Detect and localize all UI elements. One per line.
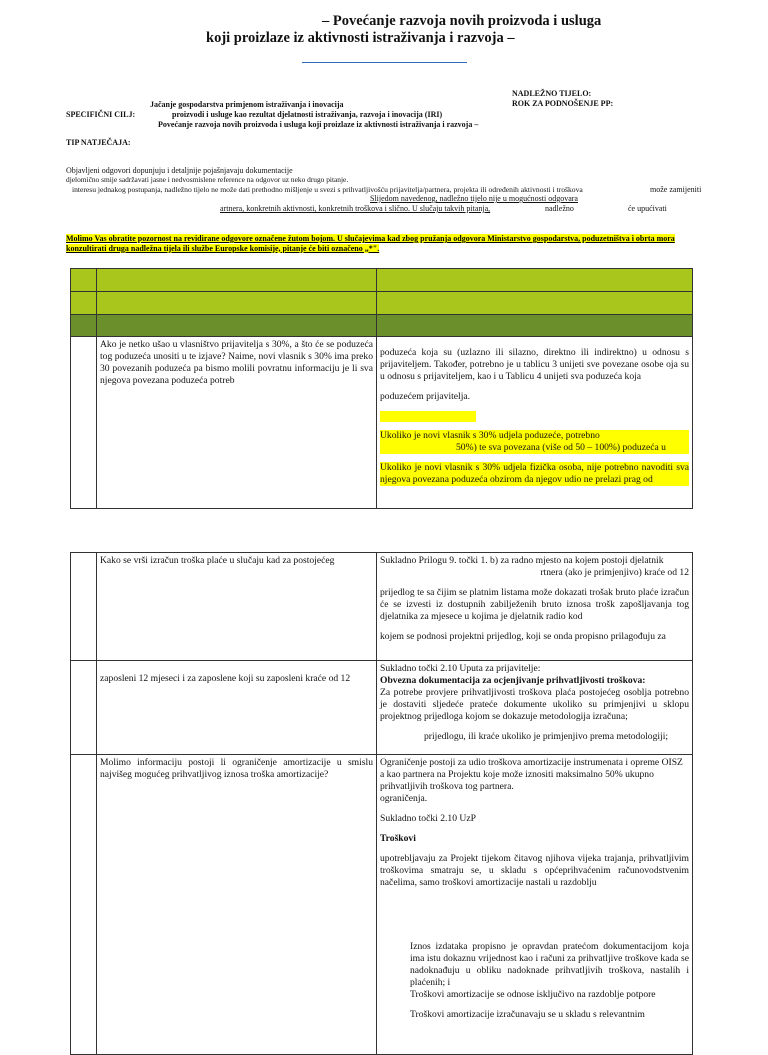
deadline-label: ROK ZA PODNOŠENJE PP: (512, 99, 614, 108)
intro-line5-mid: nadležno (545, 204, 574, 213)
answer-cell: Sukladno točki 2.10 Uputa za prijavitelje: Obvezna dokumentacija za ocjenjivanje prihvatljivosti troškova: Za potrebe provjere prihvatljivosti troškova plaća postojećeg osoblja potrebno je dostaviti sljedeće prateće dokumente ukoliko su primjenjivi u sklopu projektnog prijedloga kojom se dokazuje metodologija izračuna; prijedlogu, ili kraće ukoliko je primjenjivo prema metodologiji; (377, 661, 693, 755)
intro-line5: artnera, konkretnih aktivnosti, konkretnih troškova i slično. U slučaju takvih pitanja, (220, 204, 491, 213)
question-cell: Ako je netko ušao u vlasništvo prijavitelja s 30%, a što će se poduzeća tog poduzeća unositi u te izjave? Naime, novi vlasnik s 30% ima preko 30 povezanih poduzeća pa bismo molili povratnu informaciju je li sva njegova povezana poduzeća potreb (97, 337, 377, 509)
table-section-row (71, 315, 693, 337)
doc-title-line2: koji proizlaze iz aktivnosti istraživanja i razvoja – (206, 30, 515, 46)
intro-line4: Slijedom navedenog, nadležno tijelo nije u mogućnosti odgovara (370, 194, 578, 203)
call-type-label: TIP NATJEČAJA: (66, 138, 131, 147)
row-number (71, 553, 97, 661)
authority-label: NADLEŽNO TIJELO: (512, 89, 592, 98)
answer-cell: poduzeća koja su (uzlazno ili silazno, direktno ili indirektno) u odnosu s prijaviteljem. Također, potrebno je u tablicu 3 unijeti sve povezane osobe oja su u odnosu s prijaviteljem, kao i u Tablicu 4 unijeti sva poduzeća koja poduzećem prijavitelja. Ukoliko je novi vlasnik s 30% udjela poduzeće, potrebno 50%) te sva povezana (više od 50 – 100%) poduzeća u Ukoliko je novi vlasnik s 30% udjela fizička osoba, nije potrebno navoditi sva njegova povezana poduzeća obzirom da njegov udio ne prelazi prag od (377, 337, 693, 509)
table-header-row (71, 269, 693, 292)
intro-line1: Objavljeni odgovori dopunjuju i detaljnije pojašnjavaju dokumentacije (66, 166, 293, 175)
table-header-row (71, 292, 693, 315)
answer-cell: Ograničenje postoji za udio troškova amortizacije instrumenata i opreme OISZ a kao partnera na Projektu koje može iznositi maksimalno 50% ukupno prihvatljivih troškova tog partnera. ograničenja. Sukladno točki 2.10 UzP Troškovi upotrebljavaju za Projekt tijekom čitavog njihova vijeka trajanja, prihvatljivim troškovima smatraju se, u skladu s općeprihvaćenim računovodstvenim načelima, samo troškovi amortizacije nastali u razdoblju Iznos izdataka propisno je opravdan pratećom dokumentacijom koja ima istu dokaznu vrijednost kao i računi za prihvatljive troškove kada se nadoknađuju u obliku nadoknade prihvatljivih troškova, nastalih i plaćenih; i Troškovi amortizacije se odnose isključivo na razdoblje potpore Troškovi amortizacije izračunavaju se u skladu s relevantnim (377, 755, 693, 1055)
intro-line3-tail: može zamijeniti (650, 185, 702, 194)
row-number (71, 661, 97, 755)
revision-notice: Molimo Vas obratite pozornost na revidirane odgovore označene žutom bojom. U slučajevima kad zbog pružanja odgovora Ministarstvo gospodarstva, poduzetništva i obrta mora konzultirati druga nadležna tijela ili službe Europske komisije, pitanje će biti označeno „*". (66, 234, 675, 253)
specific-goal-text: proizvodi i usluge kao rezultat djelatnosti istraživanja, razvoja i inovacija (IRI) (172, 110, 443, 119)
intro-line2: djelomično smije sadržavati jasne i nedvosmislene reference na odgovor uz neko drugo pitanje. (66, 175, 349, 184)
table-row (71, 661, 693, 755)
highlight-mark (380, 411, 476, 422)
row-number (71, 755, 97, 1055)
question-cell: zaposleni 12 mjeseci i za zaposlene koji su zaposleni kraće od 12 (97, 661, 377, 755)
question-cell: Molimo informaciju postoji li ograničenje amortizacije u smislu najvišeg mogućeg prihvatljivog iznosa troška amortizacije? (97, 755, 377, 1055)
title-divider (302, 62, 467, 63)
table-row (71, 337, 693, 509)
specific-goal-label: SPECIFIČNI CILJ: (66, 110, 136, 119)
question-cell: Kako se vrši izračun troška plaće u slučaju kad za postojećeg (97, 553, 377, 661)
meta-line1: Jačanje gospodarstva primjenom istraživanja i inovacija (150, 100, 344, 109)
meta-line3: Povećanje razvoja novih proizvoda i usluga koji proizlaze iz aktivnosti istraživanja i razvoja – (158, 120, 479, 129)
intro-line3: interesu jednakog postupanja, nadležno tijelo ne može dati prethodno mišljenje u svezi s prihvatljivošću prijavitelja/partnera, projekta ili određenih aktivnosti i troškova (72, 185, 583, 194)
doc-title-line1: – Povećanje razvoja novih proizvoda i usluga (322, 13, 602, 29)
answer-cell: Sukladno Prilogu 9. točki 1. b) za radno mjesto na kojem postoji djelatnik rtnera (ako je primjenjivo) kraće od 12 prijedlog te sa čijim se platnim listama može dokazati trošak bruto plaće izračun će se izvesti iz dostupnih zabilježenih bruto iznosa trošk zapošljavanja tog djelatnika za mjesece u kojima je djelatnik radio kod kojem se podnosi projektni prijedlog, koji se onda propisno prilagođuju za (377, 553, 693, 661)
row-number (71, 337, 97, 509)
faq-table-1 (70, 268, 693, 509)
intro-line5-end: će upućivati (628, 204, 667, 213)
table-row (71, 755, 693, 1055)
faq-table-2 (70, 552, 693, 1055)
table-row (71, 553, 693, 661)
